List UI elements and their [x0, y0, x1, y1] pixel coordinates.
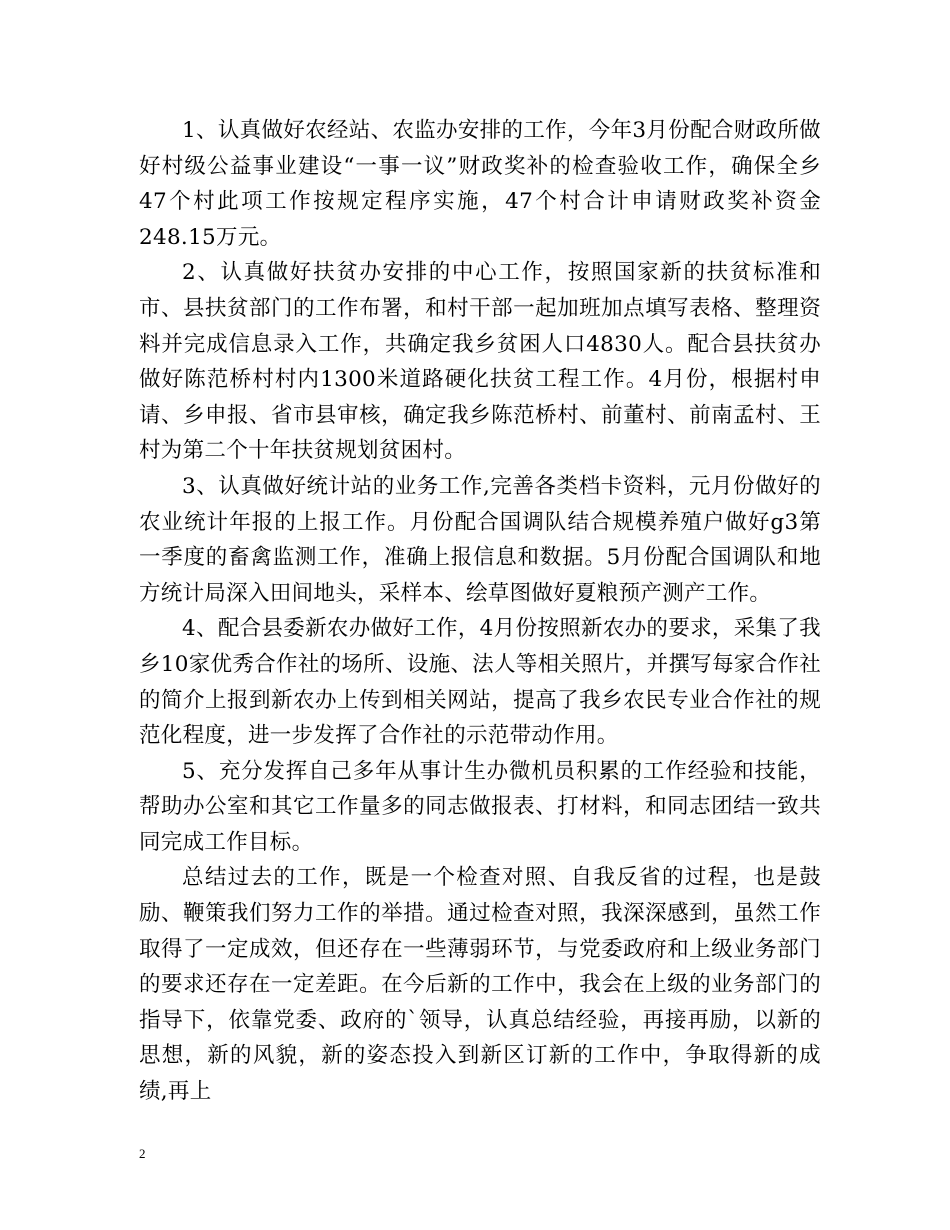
- paragraph-2: 2、认真做好扶贫办安排的中心工作，按照国家新的扶贫标准和市、县扶贫部门的工作布署，和村干部一起加班加点填写表格、整理资料并完成信息录入工作，共确定我乡贫困人口4830人。配合县扶贫办做好陈范桥村村内1300米道路硬化扶贫工程工作。4月份，根据村申请、乡申报、省市县审核，确定我乡陈范桥村、前董村、前南孟村、王村为第二个十年扶贫规划贫困村。: [139, 260, 821, 464]
- paragraph-5: 5、充分发挥自己多年从事计生办微机员积累的工作经验和技能，帮助办公室和其它工作量多的同志做报表、打材料，和同志团结一致共同完成工作目标。: [139, 758, 821, 855]
- paragraph-4: 4、配合县委新农办做好工作，4月份按照新农办的要求，采集了我乡10家优秀合作社的场所、设施、法人等相关照片，并撰写每家合作社的简介上报到新农办上传到相关网站，提高了我乡农民专业合作社的规范化程度，进一步发挥了合作社的示范带动作用。: [139, 616, 821, 749]
- paragraph-1: 1、认真做好农经站、农监办安排的工作，今年3月份配合财政所做好村级公益事业建设“一事一议”财政奖补的检查验收工作，确保全乡47个村此项工作按规定程序实施，47个村合计申请财政奖补资金248.15万元。: [139, 118, 821, 250]
- page-number: 2: [139, 1146, 146, 1161]
- paragraph-summary: 总结过去的工作，既是一个检查对照、自我反省的过程，也是鼓励、鞭策我们努力工作的举措。通过检查对照，我深深感到，虽然工作取得了一定成效，但还存在一些薄弱环节，与党委政府和上级业务部门的要求还存在一定差距。在今后新的工作中，我会在上级的业务部门的指导下，依靠党委、政府的`领导，认真总结经验，再接再励，以新的思想，新的风貌，新的姿态投入到新区订新的工作中，争取得新的成绩,再上: [139, 865, 821, 1105]
- document-body: [139, 113, 821, 1110]
- paragraph-3: 3、认真做好统计站的业务工作,完善各类档卡资料，元月份做好的农业统计年报的上报工作。月份配合国调队结合规模养殖户做好g3第一季度的畜禽监测工作，准确上报信息和数据。5月份配合国调队和地方统计局深入田间地头，采样本、绘草图做好夏粮预产测产工作。: [139, 473, 821, 606]
